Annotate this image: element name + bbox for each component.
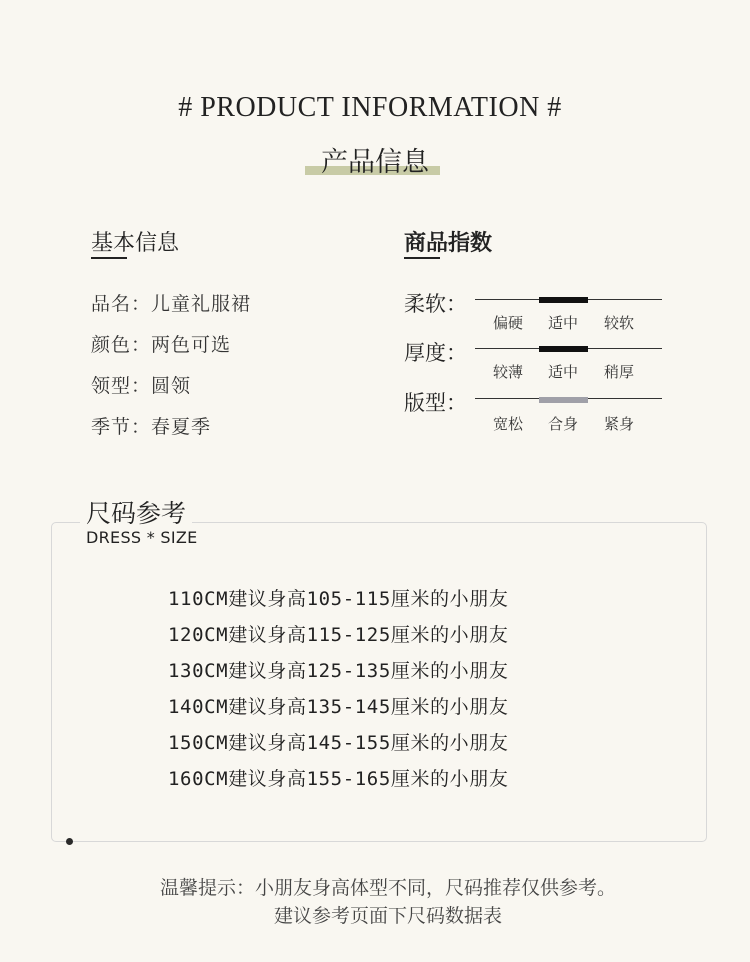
index-option: 适中 — [547, 314, 578, 332]
index-marker-thickness — [539, 346, 588, 352]
header-title-en: # PRODUCT INFORMATION # — [178, 92, 562, 123]
basic-info-title: 基本信息 — [91, 231, 180, 256]
size-row: 110CM建议身高105-115厘米的小朋友 — [168, 588, 509, 610]
size-row: 150CM建议身高145-155厘米的小朋友 — [168, 732, 509, 754]
size-reference-subtitle: DRESS * SIZE — [86, 528, 198, 547]
index-marker-softness — [539, 297, 588, 303]
index-label-softness: 柔软： — [404, 292, 467, 316]
size-row: 140CM建议身高135-145厘米的小朋友 — [168, 696, 509, 718]
index-option: 较薄 — [492, 363, 523, 381]
footer-tip-line1: 温馨提示：小朋友身高体型不同，尺码推荐仅供参考。 — [159, 877, 616, 899]
index-option: 适中 — [547, 363, 578, 381]
info-row-collar: 领型：圆领 — [91, 375, 192, 397]
index-option: 紧身 — [603, 415, 634, 433]
box-corner-dot — [66, 838, 73, 845]
index-option: 宽松 — [492, 415, 523, 433]
info-row-name: 品名：儿童礼服裙 — [91, 293, 252, 315]
index-label-fit: 版型： — [404, 391, 467, 415]
header-title-cn: 产品信息 — [321, 147, 429, 178]
index-option: 稍厚 — [603, 363, 634, 381]
size-row: 130CM建议身高125-135厘米的小朋友 — [168, 660, 509, 682]
info-row-color: 颜色：两色可选 — [91, 334, 232, 356]
index-option: 合身 — [547, 415, 578, 433]
size-row: 160CM建议身高155-165厘米的小朋友 — [168, 768, 509, 790]
index-marker-fit — [539, 397, 588, 403]
basic-info-title-underline — [91, 257, 127, 259]
product-index-title: 商品指数 — [404, 231, 493, 256]
index-label-thickness: 厚度： — [404, 341, 467, 365]
header-title-cn-wrap — [0, 140, 750, 179]
product-index-title-underline — [404, 257, 440, 259]
index-option: 较软 — [603, 314, 634, 332]
footer-tip-line2: 建议参考页面下尺码数据表 — [273, 905, 502, 927]
size-row: 120CM建议身高115-125厘米的小朋友 — [168, 624, 509, 646]
size-reference-title: 尺码参考 — [80, 494, 192, 530]
index-option: 偏硬 — [492, 314, 523, 332]
info-row-season: 季节：春夏季 — [91, 416, 212, 438]
